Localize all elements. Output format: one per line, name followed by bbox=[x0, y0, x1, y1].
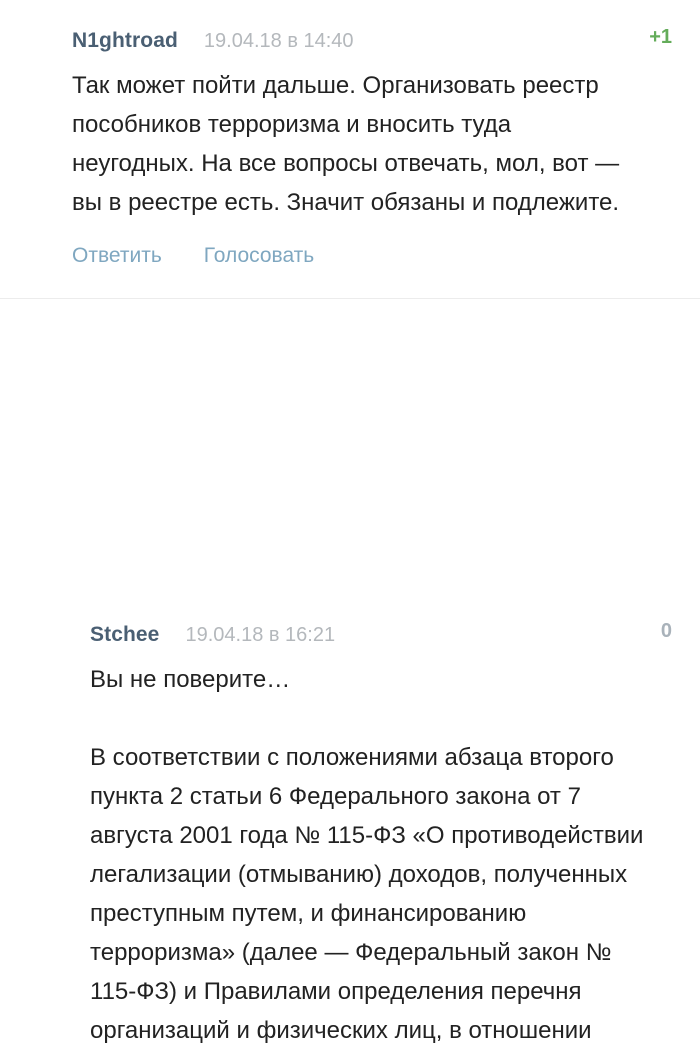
comment-text-line: В соответствии с положениями абзаца второго bbox=[90, 744, 614, 771]
comment-text-line: 115-ФЗ) и Правилами определения перечня bbox=[90, 978, 582, 1005]
comment-stchee bbox=[0, 299, 700, 1044]
comment-text bbox=[72, 66, 682, 222]
reply-button[interactable]: Ответить bbox=[72, 244, 162, 267]
comment-text-line: преступным путем, и финансированию bbox=[90, 900, 527, 927]
comment-n1ghtroad bbox=[0, 0, 700, 298]
comment-text-line: пункта 2 статьи 6 Федерального закона от 7 bbox=[90, 783, 581, 810]
comment-header bbox=[72, 29, 354, 59]
comment-author[interactable]: N1ghtroad bbox=[72, 29, 178, 52]
paragraph-gap bbox=[90, 699, 690, 738]
comment-text-line: Вы не поверите… bbox=[90, 666, 291, 693]
comment-text bbox=[90, 660, 690, 1050]
vote-button[interactable]: Голосовать bbox=[203, 244, 315, 267]
comment-rating: 0 bbox=[660, 620, 672, 642]
comment-actions bbox=[72, 244, 314, 268]
comment-header bbox=[90, 623, 335, 653]
comment-text-line: легализации (отмыванию) доходов, полученных bbox=[90, 861, 628, 888]
comment-text-line: неугодных. На все вопросы отвечать, мол, вот — bbox=[72, 150, 620, 177]
comment-text-line: организаций и физических лиц, в отношении bbox=[90, 1017, 592, 1044]
comment-text-line: августа 2001 года № 115-ФЗ «О противодействии bbox=[90, 822, 644, 849]
comment-timestamp[interactable]: 19.04.18 в 16:21 bbox=[185, 624, 336, 646]
comment-timestamp[interactable]: 19.04.18 в 14:40 bbox=[203, 30, 354, 52]
comment-text-line: вы в реестре есть. Значит обязаны и подлежите. bbox=[72, 189, 620, 216]
comment-rating: +1 bbox=[649, 26, 672, 48]
comment-text-line: Так может пойти дальше. Организовать реестр bbox=[72, 72, 599, 99]
comment-text-line: терроризма» (далее — Федеральный закон № bbox=[90, 939, 612, 966]
comment-author[interactable]: Stchee bbox=[90, 623, 160, 646]
comment-text-line: пособников терроризма и вносить туда bbox=[72, 111, 512, 138]
